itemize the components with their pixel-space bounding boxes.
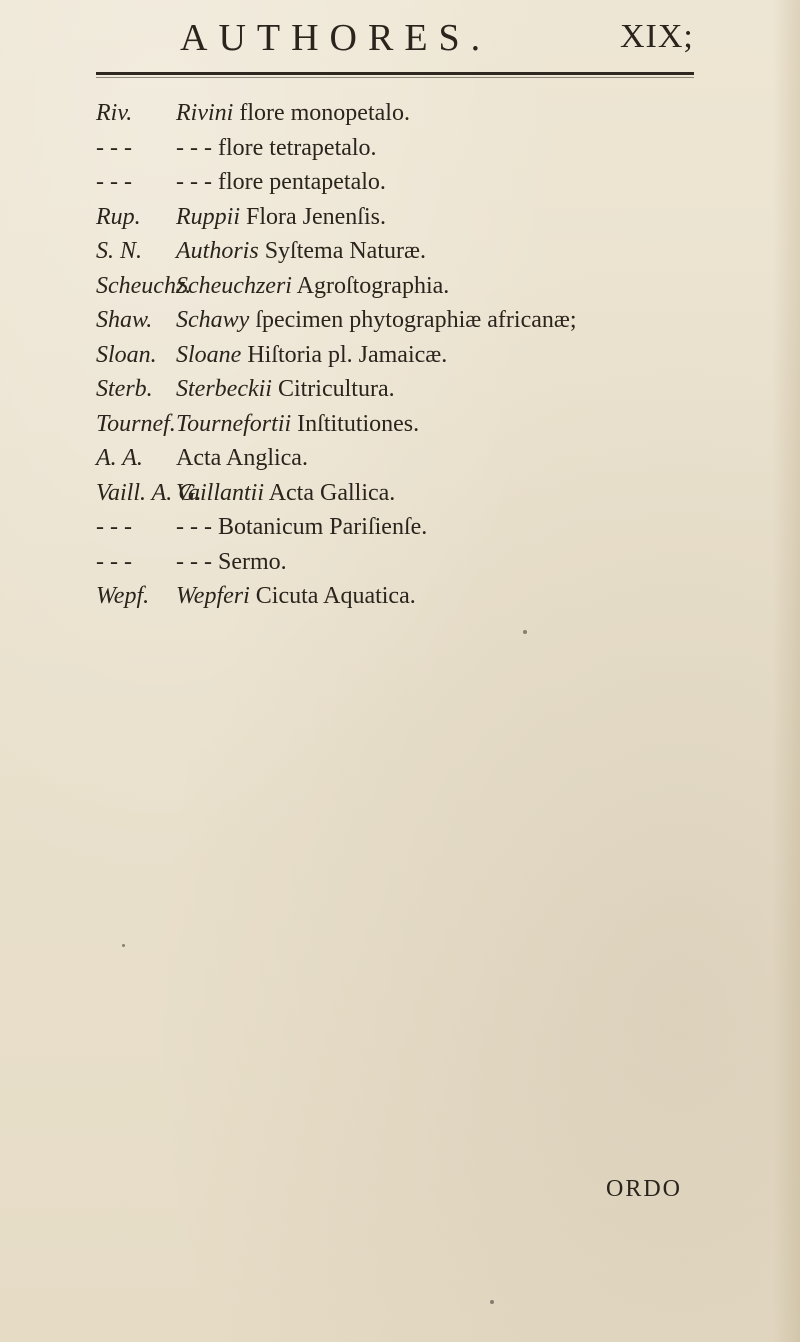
entry-abbreviation: - - - bbox=[96, 514, 132, 540]
entry-abbreviation: S. N. bbox=[96, 238, 143, 264]
entry-row bbox=[96, 514, 716, 549]
entry-title bbox=[176, 273, 449, 300]
entry-abbreviation: Shaw. bbox=[96, 307, 153, 333]
running-title: AUTHORES. bbox=[180, 17, 492, 59]
entry-work: ſpecimen phytographiæ africanæ; bbox=[249, 307, 577, 333]
entry-row bbox=[96, 238, 716, 273]
entry-title bbox=[176, 169, 386, 196]
entry-work: Flora Jenenſis. bbox=[240, 203, 386, 230]
entry-author: Sloane bbox=[176, 341, 242, 368]
entry-abbreviation: Vaill. A. G. bbox=[96, 479, 202, 506]
paper-speck bbox=[523, 630, 527, 634]
entry-author: Rivini bbox=[176, 100, 234, 126]
entry-work: - - - flore tetrapetalo. bbox=[176, 134, 377, 161]
entry-title bbox=[176, 100, 410, 127]
entry-title bbox=[176, 342, 447, 369]
entry-author: Schawy bbox=[176, 307, 250, 333]
entry-title bbox=[176, 583, 416, 610]
entry-abbreviation: - - - bbox=[96, 548, 132, 575]
entry-work: Agroſtographia. bbox=[291, 272, 450, 299]
entry-abbreviation: Riv. bbox=[96, 100, 133, 126]
entry-title bbox=[176, 307, 577, 334]
entry-author: Tournefortii bbox=[176, 410, 292, 437]
entry-author: Scheuchzeri bbox=[176, 272, 292, 299]
entry-row bbox=[96, 204, 716, 239]
page-header bbox=[0, 10, 800, 60]
entry-work: Inſtitutiones. bbox=[291, 410, 420, 437]
entry-title bbox=[176, 204, 386, 231]
abbreviation-table bbox=[96, 100, 716, 618]
entry-work: Syſtema Naturæ. bbox=[258, 238, 426, 264]
entry-row bbox=[96, 376, 716, 411]
entry-title bbox=[176, 376, 395, 403]
page-number: XIX; bbox=[620, 18, 694, 55]
entry-author: Ruppii bbox=[176, 203, 240, 230]
entry-work: - - - Botanicum Pariſienſe. bbox=[176, 514, 428, 540]
entry-title bbox=[176, 480, 395, 507]
paper-speck bbox=[122, 944, 125, 947]
entry-abbreviation: Sterb. bbox=[96, 376, 153, 402]
catchword: ORDO bbox=[606, 1176, 683, 1202]
entry-row bbox=[96, 549, 716, 584]
entry-work: - - - Sermo. bbox=[176, 548, 287, 575]
entry-author: Vaillantii bbox=[176, 479, 265, 506]
entry-row bbox=[96, 480, 716, 515]
entry-row bbox=[96, 135, 716, 170]
entry-author: Sterbeckii bbox=[176, 376, 272, 402]
entry-work: Cicuta Aquatica. bbox=[249, 583, 416, 609]
entry-row bbox=[96, 342, 716, 377]
entry-abbreviation: - - - bbox=[96, 169, 132, 195]
entry-title bbox=[176, 514, 427, 541]
entry-abbreviation: Sloan. bbox=[96, 341, 157, 368]
entry-row bbox=[96, 583, 716, 618]
entry-work: Citricultura. bbox=[271, 376, 395, 402]
entry-author: Authoris bbox=[176, 238, 259, 264]
entry-row bbox=[96, 273, 716, 308]
entry-row bbox=[96, 445, 716, 480]
entry-title bbox=[176, 549, 287, 576]
entry-row bbox=[96, 307, 716, 342]
entry-work: Acta Gallica. bbox=[264, 479, 396, 506]
entry-author: Wepferi bbox=[176, 583, 250, 609]
paper-speck bbox=[490, 1300, 494, 1304]
entry-abbreviation: Scheuchz. bbox=[96, 272, 192, 299]
entry-title bbox=[176, 135, 377, 162]
entry-abbreviation: Tournef. bbox=[96, 410, 176, 437]
entry-row bbox=[96, 411, 716, 446]
page-edge-shadow bbox=[772, 0, 800, 1342]
entry-title bbox=[176, 445, 308, 472]
entry-abbreviation: A. A. bbox=[96, 445, 143, 471]
entry-title bbox=[176, 411, 419, 438]
entry-abbreviation: Rup. bbox=[96, 203, 141, 230]
header-rule bbox=[96, 72, 694, 75]
entry-row bbox=[96, 100, 716, 135]
entry-abbreviation: Wepf. bbox=[96, 583, 150, 609]
entry-work: - - - flore pentapetalo. bbox=[176, 169, 386, 195]
entry-title bbox=[176, 238, 426, 265]
entry-abbreviation: - - - bbox=[96, 134, 132, 161]
entry-work: Hiſtoria pl. Jamaicæ. bbox=[241, 341, 448, 368]
entry-work: flore monopetalo. bbox=[233, 100, 410, 126]
entry-work: Acta Anglica. bbox=[176, 445, 308, 471]
entry-row bbox=[96, 169, 716, 204]
